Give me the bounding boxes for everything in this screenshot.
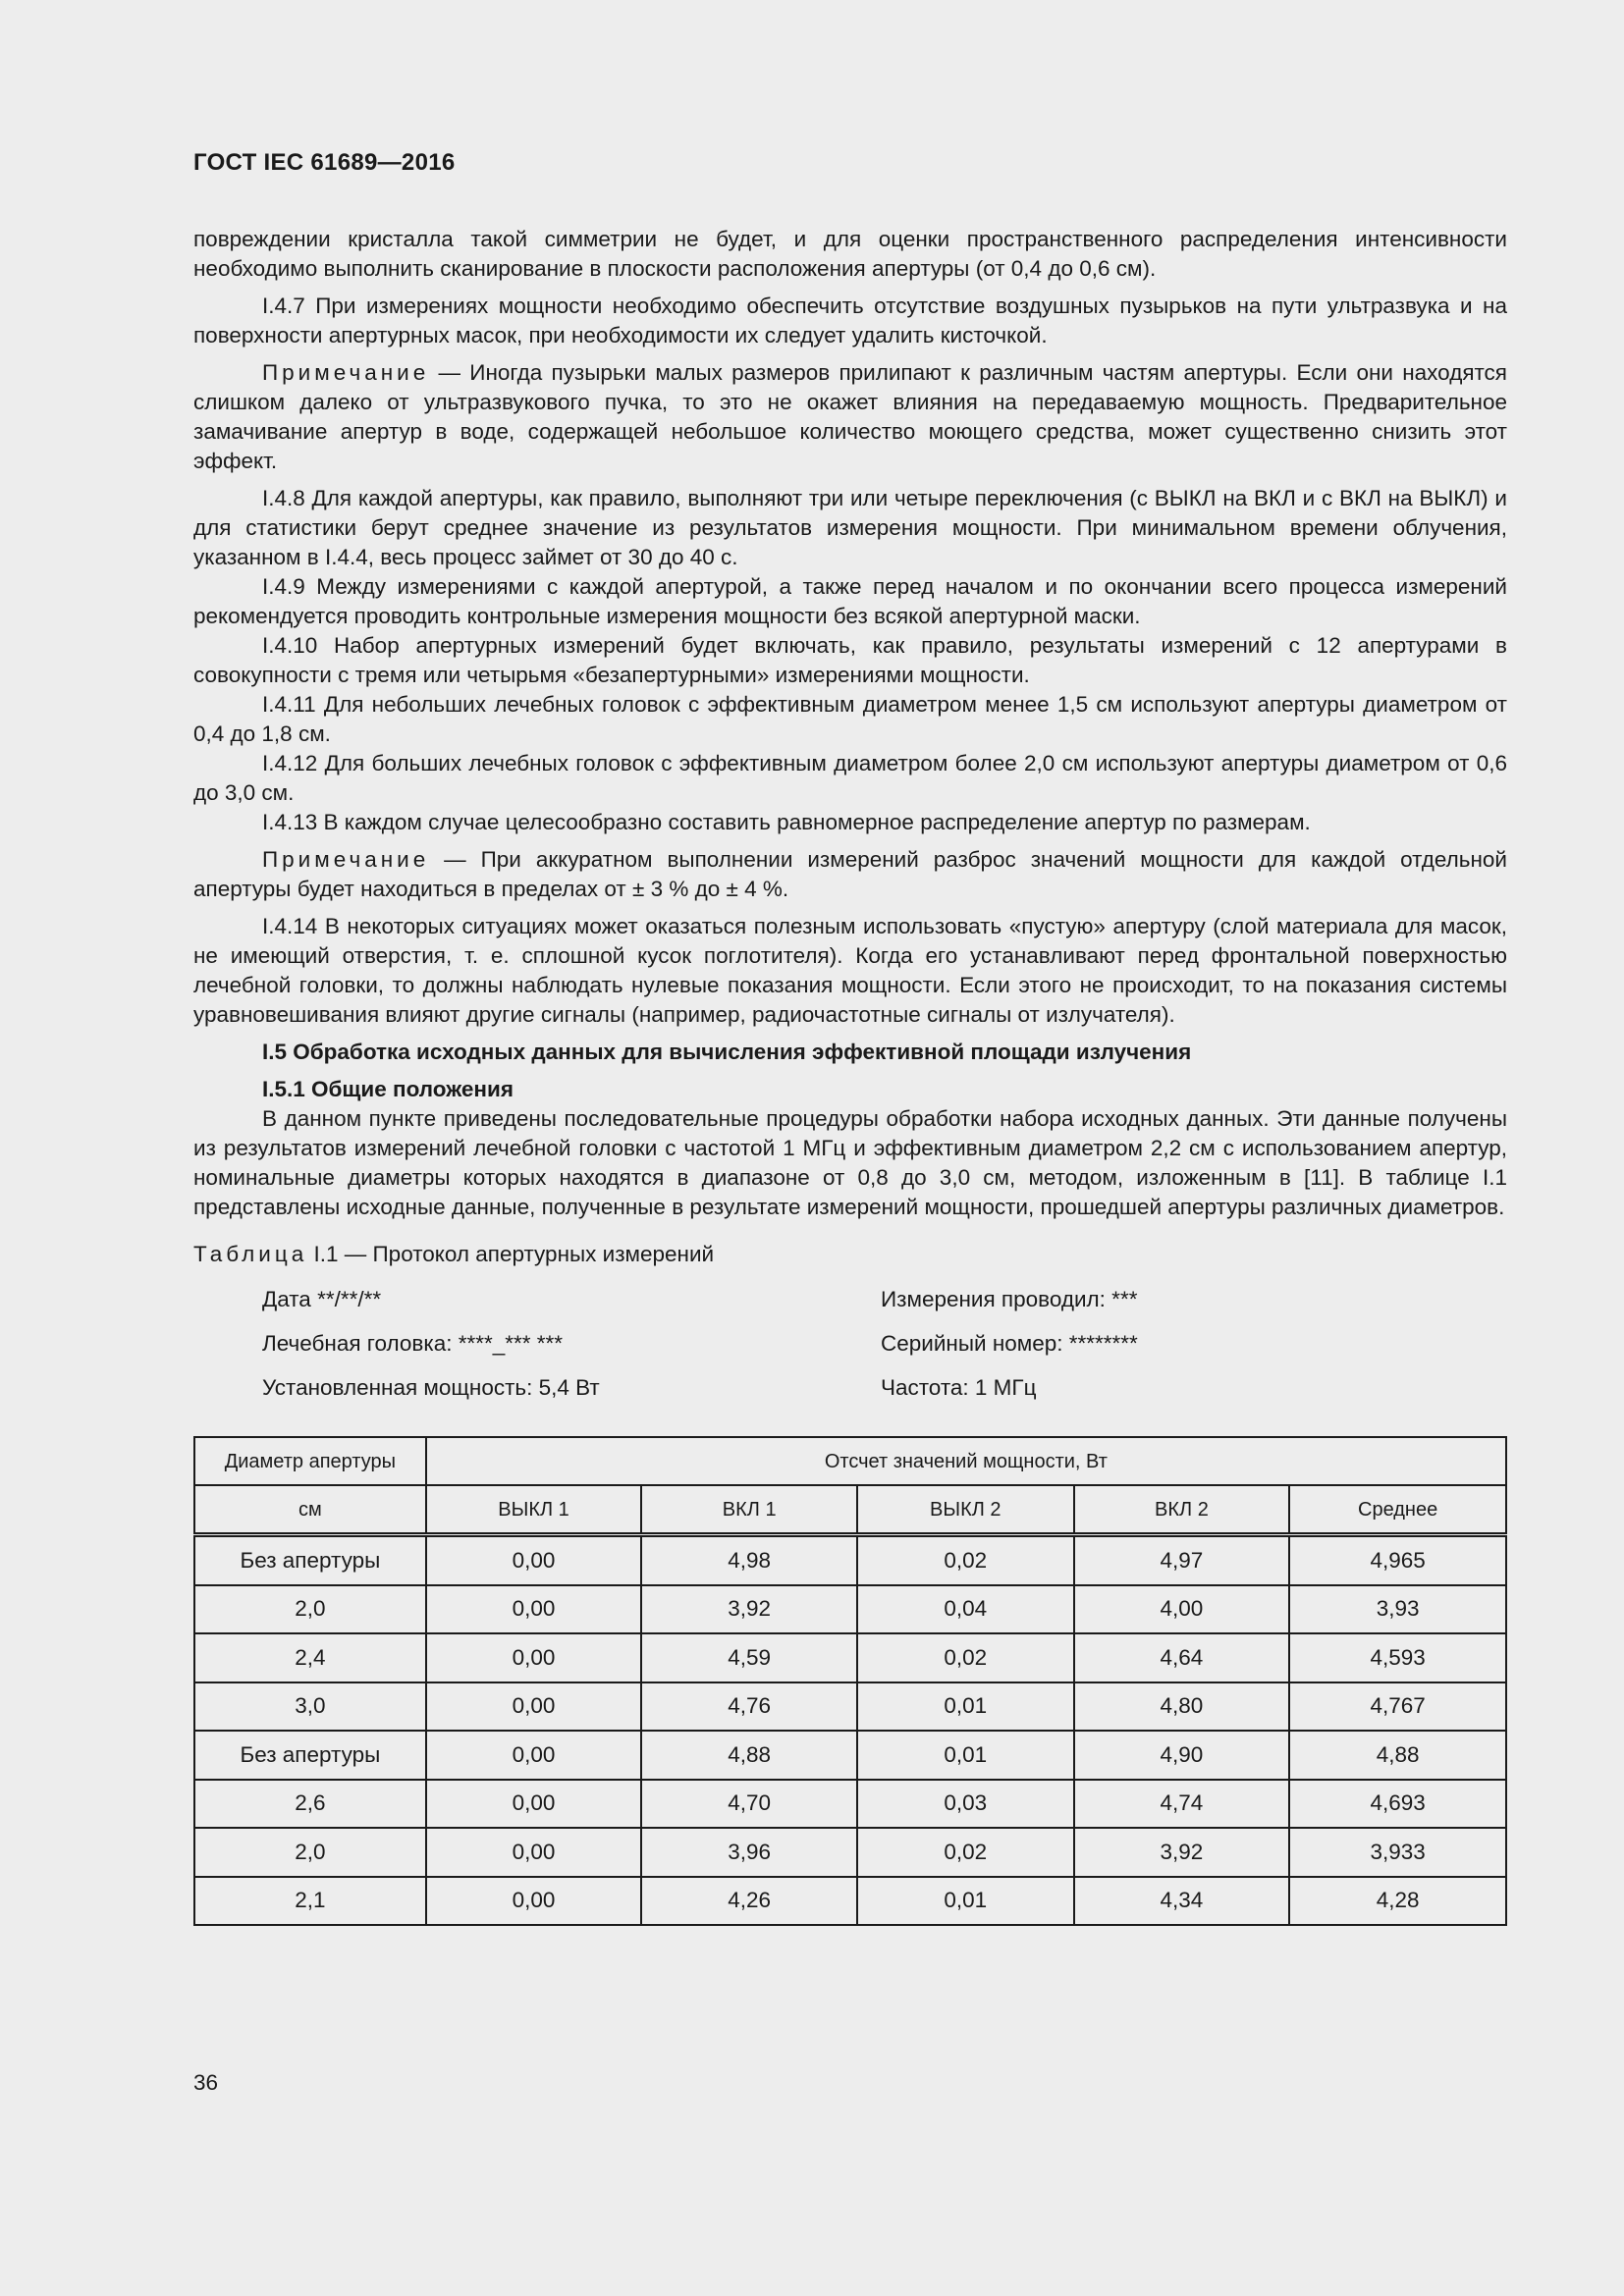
sub-header: ВКЛ 1 — [641, 1485, 857, 1535]
table-caption-label: Таблица — [193, 1242, 308, 1266]
paragraph: I.4.13 В каждом случае целесообразно составить равномерное распределение апертур по размерам. — [262, 810, 1311, 834]
table-cell: 4,693 — [1289, 1780, 1506, 1829]
table-cell: 2,0 — [194, 1828, 426, 1877]
table-cell: 0,00 — [426, 1682, 642, 1732]
table-cell: 2,1 — [194, 1877, 426, 1926]
table-cell: 3,93 — [1289, 1585, 1506, 1634]
table-cell: 4,767 — [1289, 1682, 1506, 1732]
paragraph: I.4.11 Для небольших лечебных головок с эффективным диаметром менее 1,5 см используют апертуры диаметром от 0,4 до 1,8 см. — [193, 692, 1507, 746]
paragraph: I.4.10 Набор апертурных измерений будет включать, как правило, результаты измерений с 12 апертурами в совокупности с тремя или четырьмя «безапертурными» измерениями мощности. — [193, 633, 1507, 687]
table-cell: 0,02 — [857, 1535, 1074, 1585]
table-cell: 4,80 — [1074, 1682, 1290, 1732]
table-cell: Без апертуры — [194, 1535, 426, 1585]
paragraph: I.4.12 Для больших лечебных головок с эффективным диаметром более 2,0 см используют апертуры диаметром от 0,6 до 3,0 см. — [193, 751, 1507, 805]
sub-header: ВКЛ 2 — [1074, 1485, 1290, 1535]
table-cell: 0,04 — [857, 1585, 1074, 1634]
note — [193, 845, 1507, 904]
sub-header-row — [194, 1485, 1506, 1535]
table-caption — [193, 1240, 1507, 1269]
table-row — [194, 1828, 1506, 1877]
table-cell: 4,74 — [1074, 1780, 1290, 1829]
table-cell: 0,00 — [426, 1585, 642, 1634]
table-cell: 0,00 — [426, 1828, 642, 1877]
table-cell: 3,96 — [641, 1828, 857, 1877]
table-row — [194, 1682, 1506, 1732]
col-header-power-group: Отсчет значений мощности, Вт — [426, 1437, 1506, 1485]
table-cell: 0,01 — [857, 1682, 1074, 1732]
measurement-meta — [262, 1285, 1507, 1403]
table-cell: 4,88 — [641, 1731, 857, 1780]
table-cell: 4,90 — [1074, 1731, 1290, 1780]
table-cell: 4,70 — [641, 1780, 857, 1829]
table-cell: 2,0 — [194, 1585, 426, 1634]
table-cell: 0,02 — [857, 1828, 1074, 1877]
aperture-table — [193, 1436, 1507, 1926]
page-number: 36 — [193, 2070, 219, 2095]
document-header: ГОСТ IEC 61689—2016 — [193, 149, 456, 176]
table-cell: 4,00 — [1074, 1585, 1290, 1634]
meta-date: Дата **/**/** — [262, 1287, 382, 1311]
sub-header: ВЫКЛ 1 — [426, 1485, 642, 1535]
document-page — [193, 0, 1507, 2296]
table-cell: 4,26 — [641, 1877, 857, 1926]
table-cell: 4,28 — [1289, 1877, 1506, 1926]
table-caption-text: I.1 — Протокол апертурных измерений — [307, 1242, 715, 1266]
note-text: — При аккуратном выполнении измерений разброс значений мощности для каждой отдельной апертуры будет находиться в пределах от ± 3 % до ± 4 %. — [193, 847, 1507, 901]
table-cell: 3,933 — [1289, 1828, 1506, 1877]
sub-header: ВЫКЛ 2 — [857, 1485, 1074, 1535]
col-header-diameter: Диаметр апертуры — [194, 1437, 426, 1485]
paragraph: I.4.7 При измерениях мощности необходимо обеспечить отсутствие воздушных пузырьков на пути ультразвука и на поверхности апертурных масок, при необходимости их следует удалить кисточкой. — [193, 294, 1507, 347]
table-cell: 3,92 — [641, 1585, 857, 1634]
note — [193, 358, 1507, 476]
table-cell: 3,92 — [1074, 1828, 1290, 1877]
table-cell: 2,4 — [194, 1633, 426, 1682]
subsection-heading: I.5.1 Общие положения — [262, 1077, 514, 1101]
paragraph: I.4.8 Для каждой апертуры, как правило, выполняют три или четыре переключения (с ВЫКЛ на ВКЛ и с ВКЛ на ВЫКЛ) и для статистики берут среднее значение из результатов измерения мощности. При минимальном времени облучения, указанном в I.4.4, весь процесс займет от 30 до 40 с. — [193, 486, 1507, 569]
sub-header: см — [194, 1485, 426, 1535]
table-cell: 4,76 — [641, 1682, 857, 1732]
table-cell: 4,98 — [641, 1535, 857, 1585]
table-row — [194, 1731, 1506, 1780]
meta-power: Установленная мощность: 5,4 Вт — [262, 1375, 600, 1400]
table-cell: 2,6 — [194, 1780, 426, 1829]
table-cell: 4,97 — [1074, 1535, 1290, 1585]
table-cell: 4,965 — [1289, 1535, 1506, 1585]
table-row — [194, 1877, 1506, 1926]
table-cell: 0,00 — [426, 1731, 642, 1780]
meta-frequency: Частота: 1 МГц — [881, 1375, 1037, 1400]
table-cell: 0,00 — [426, 1633, 642, 1682]
table-row — [194, 1633, 1506, 1682]
table-cell: 0,01 — [857, 1731, 1074, 1780]
table-cell: 0,02 — [857, 1633, 1074, 1682]
table-cell: 4,64 — [1074, 1633, 1290, 1682]
note-label: Примечание — [262, 360, 430, 385]
table-cell: 4,59 — [641, 1633, 857, 1682]
section-heading: I.5 Обработка исходных данных для вычисления эффективной площади излучения — [262, 1040, 1192, 1064]
table-row — [194, 1535, 1506, 1585]
note-label: Примечание — [262, 847, 430, 872]
table-cell: 0,00 — [426, 1780, 642, 1829]
meta-serial: Серийный номер: ******** — [881, 1331, 1138, 1356]
table-cell: 4,88 — [1289, 1731, 1506, 1780]
table-cell: Без апертуры — [194, 1731, 426, 1780]
paragraph: повреждении кристалла такой симметрии не будет, и для оценки пространственного распределения интенсивности необходимо выполнить сканирование в плоскости расположения апертуры (от 0,4 до 0,6 см). — [193, 227, 1507, 281]
paragraph: I.4.9 Между измерениями с каждой апертурой, а также перед началом и по окончании всего процесса измерений рекомендуется проводить контрольные измерения мощности без всякой апертурной маски. — [193, 574, 1507, 628]
paragraph: I.4.14 В некоторых ситуациях может оказаться полезным использовать «пустую» апертуру (слой материала для масок, не имеющий отверстия, т. е. сплошной кусок поглотителя). Когда его устанавливают перед фронтальной поверхностью лечебной головки, то должны наблюдать нулевые показания мощности. Если этого не происходит, то на показания системы уравновешивания влияют другие сигналы (например, радиочастотные сигналы от излучателя). — [193, 914, 1507, 1027]
table-row — [194, 1780, 1506, 1829]
paragraph: В данном пункте приведены последовательные процедуры обработки набора исходных данных. Эти данные получены из результатов измерений лечебной головки с частотой 1 МГц и эффективным диаметром 2,2 см с использованием апертур, номинальные диаметры которых находятся в диапазоне от 0,8 до 3,0 см, методом, изложенным в [11]. В таблице I.1 представлены исходные данные, полученные в результате измерений мощности, прошедшей апертуры различных диаметров. — [193, 1106, 1507, 1219]
table-cell: 3,0 — [194, 1682, 426, 1732]
table-cell: 0,00 — [426, 1535, 642, 1585]
meta-head: Лечебная головка: ****_*** *** — [262, 1331, 564, 1356]
table-cell: 4,593 — [1289, 1633, 1506, 1682]
sub-header: Среднее — [1289, 1485, 1506, 1535]
table-cell: 4,34 — [1074, 1877, 1290, 1926]
note-text: — Иногда пузырьки малых размеров прилипают к различным частям апертуры. Если они находятся слишком далеко от ультразвукового пучка, то это не окажет влияния на передаваемую мощность. Предварительное замачивание апертур в воде, содержащей небольшое количество моющего средства, может существенно снизить этот эффект. — [193, 360, 1507, 473]
table-cell: 0,01 — [857, 1877, 1074, 1926]
table-cell: 0,03 — [857, 1780, 1074, 1829]
meta-operator: Измерения проводил: *** — [881, 1287, 1138, 1311]
table-row — [194, 1585, 1506, 1634]
table-cell: 0,00 — [426, 1877, 642, 1926]
body-text — [193, 225, 1507, 1926]
